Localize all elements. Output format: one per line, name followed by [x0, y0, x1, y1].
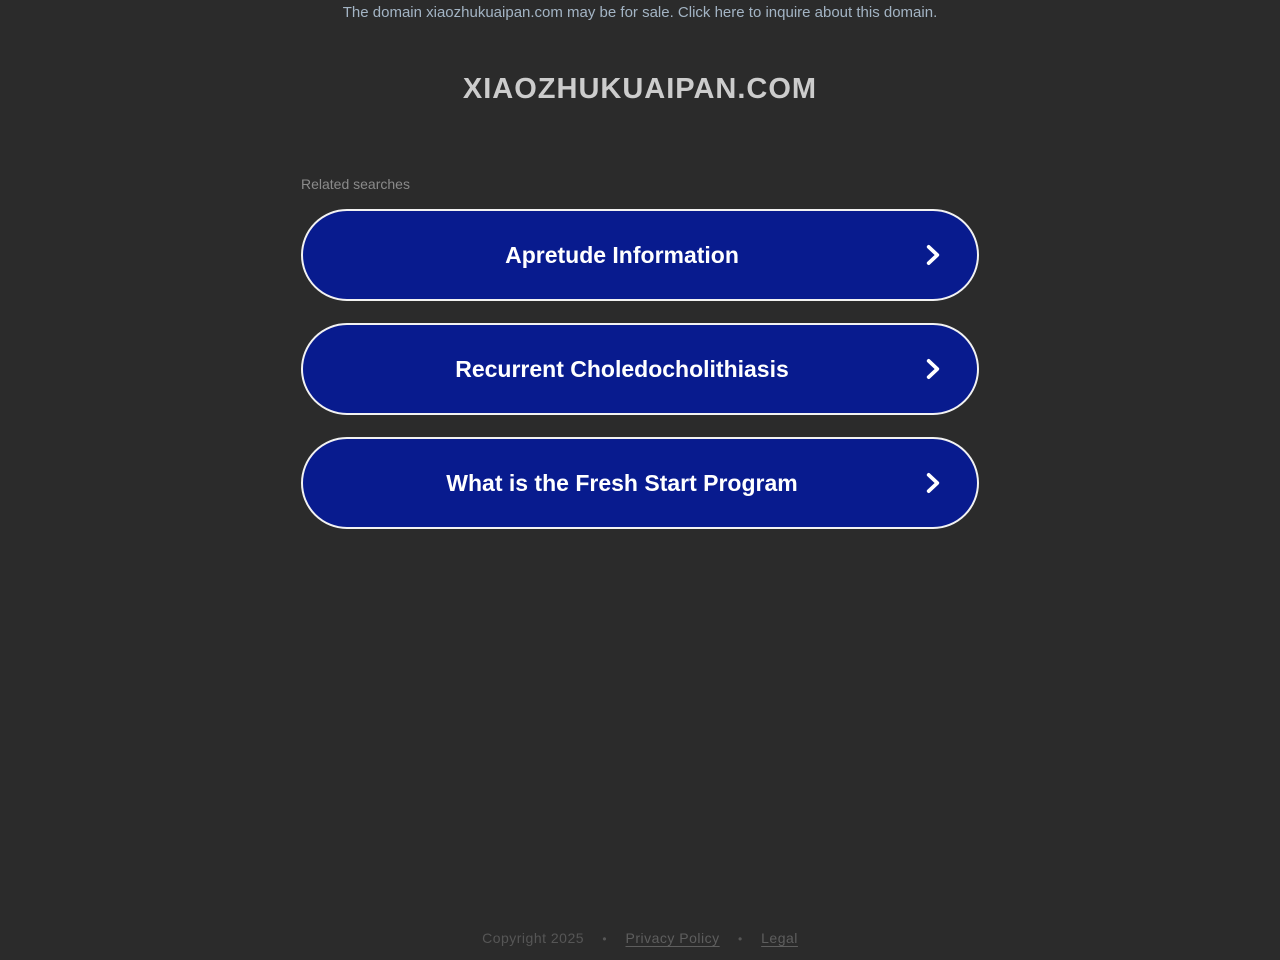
for-sale-inquire-link[interactable]: The domain xiaozhukuaipan.com may be for sale. Click here to inquire about this domain. [342, 4, 938, 21]
privacy-policy-link[interactable]: Privacy Policy [625, 930, 720, 946]
footer [0, 930, 1280, 946]
bullet-separator: • [602, 932, 608, 946]
legal-link[interactable]: Legal [761, 930, 798, 946]
related-searches-label: Related searches [301, 176, 410, 192]
bullet-separator: • [738, 932, 743, 946]
chevron-right-icon [915, 353, 951, 385]
chevron-right-icon [915, 239, 951, 271]
related-search-label: What is the Fresh Start Program [446, 469, 798, 496]
related-search-link-2[interactable] [301, 323, 979, 415]
related-searches-section [301, 176, 979, 529]
related-search-label: Apretude Information [505, 241, 739, 268]
copyright-text: Copyright 2025 [482, 930, 585, 946]
related-search-label: Recurrent Choledocholithiasis [455, 355, 789, 382]
related-search-link-1[interactable] [301, 209, 979, 301]
related-search-link-3[interactable] [301, 437, 979, 529]
page-title: XIAOZHUKUAIPAN.COM [462, 73, 818, 105]
chevron-right-icon [915, 467, 951, 499]
for-sale-banner [0, 0, 1280, 22]
